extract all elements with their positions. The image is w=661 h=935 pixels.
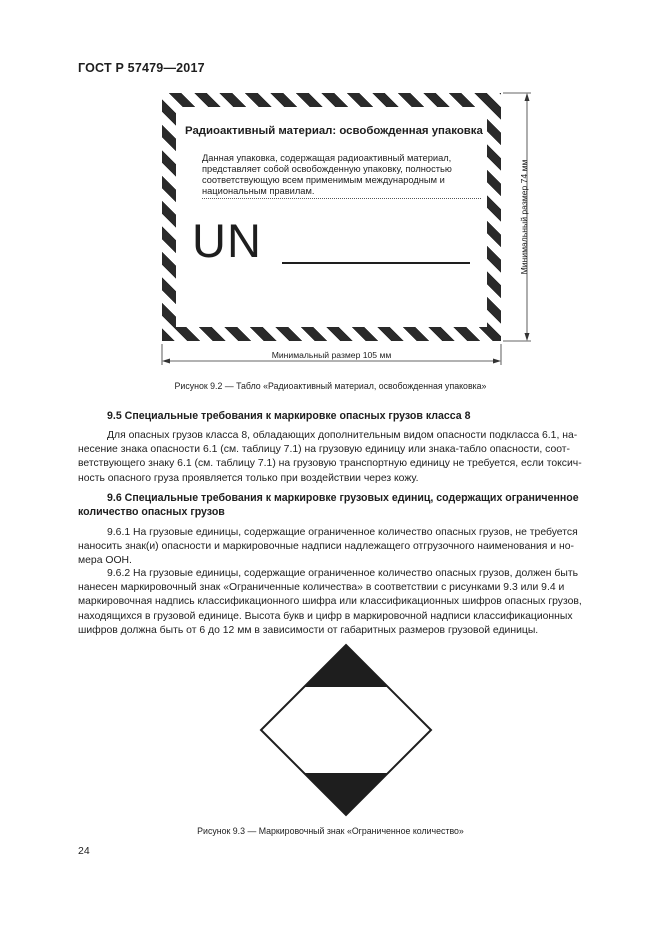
figure-9-2-caption: Рисунок 9.2 — Табло «Радиоактивный материал, освобожденная упаковка» bbox=[174, 381, 487, 391]
section-9-5-title: 9.5 Специальные требования к маркировке опасных грузов класса 8 bbox=[107, 410, 471, 422]
placard-divider bbox=[202, 198, 481, 199]
un-number-blank-line bbox=[282, 262, 470, 264]
placard-body-line: национальным правилам. bbox=[202, 186, 315, 196]
un-label: UN bbox=[192, 214, 262, 267]
height-dimension-label-wrap bbox=[514, 93, 534, 341]
paragraph-line: шифров должна быть от 6 до 12 мм в зависимости от габаритных размеров грузовой единицы. bbox=[78, 624, 539, 636]
paragraph-line: находящихся в грузовой единице. Высота букв и цифр в маркировочной надписи классификационных bbox=[78, 610, 573, 622]
section-title-line: 9.6 Специальные требования к маркировке грузовых единиц, содержащих ограниченное bbox=[107, 492, 579, 504]
section-title-line: количество опасных грузов bbox=[78, 506, 225, 519]
paragraph-line: 9.6.1 На грузовые единицы, содержащие ограниченное количество опасных грузов, не требуется bbox=[107, 527, 578, 538]
paragraph-line: ность опасного груза проявляется только при воздействии через кожу. bbox=[78, 472, 419, 484]
paragraph-line: маркировочная надпись классификационного шифра или классификационных шифров опасных грузов, bbox=[78, 596, 582, 608]
height-dimension-label: Минимальный размер 74 мм bbox=[519, 159, 529, 275]
section-9-6-1-paragraph bbox=[78, 526, 584, 569]
section-9-5-paragraph bbox=[78, 429, 584, 486]
placard-title: Радиоактивный материал: освобожденная упаковка bbox=[185, 125, 483, 137]
placard-body-line: Данная упаковка, содержащая радиоактивный материал, bbox=[202, 153, 452, 163]
placard-inner-panel bbox=[176, 107, 487, 327]
placard-body-line: соответствующую всем применимым международным и bbox=[202, 175, 445, 185]
placard-body-line: представляет собой освобожденную упаковку, полностью bbox=[202, 164, 452, 174]
width-dimension-label: Минимальный размер 105 мм bbox=[271, 350, 392, 360]
page-number: 24 bbox=[78, 845, 90, 857]
paragraph-line: нанесен маркировочный знак «Ограниченные количества» в соответствии с рисунками 9.3 или 9.4 и bbox=[78, 582, 565, 594]
section-9-6-2-paragraph bbox=[78, 567, 584, 638]
paragraph-line: 9.6.2 На грузовые единицы, содержащие ограниченное количество опасных грузов, должен быть bbox=[107, 568, 579, 579]
paragraph-line: ветствующего знаку 6.1 (см. таблицу 7.1) на грузовую транспортную единицу не требуется, если токсич- bbox=[78, 458, 582, 470]
placard-body bbox=[202, 153, 470, 197]
section-9-6-title bbox=[78, 491, 584, 519]
figure-9-3-caption: Рисунок 9.3 — Маркировочный знак «Ограниченное количество» bbox=[197, 826, 464, 836]
document-header: ГОСТ Р 57479—2017 bbox=[78, 61, 205, 75]
radioactive-placard bbox=[162, 93, 501, 341]
paragraph-line: наносить знак(и) опасности и маркировочные надписи надлежащего отгрузочного наименования и но- bbox=[78, 541, 574, 553]
paragraph-line: Для опасных грузов класса 8, обладающих дополнительным видом опасности подкласса 6.1, на- bbox=[107, 430, 578, 441]
paragraph-line: несение знака опасности 6.1 (см. таблицу 7.1) на грузовую единицу или знака-табло опасности, соот- bbox=[78, 444, 570, 456]
paragraph-line: мера ООН. bbox=[78, 555, 132, 567]
